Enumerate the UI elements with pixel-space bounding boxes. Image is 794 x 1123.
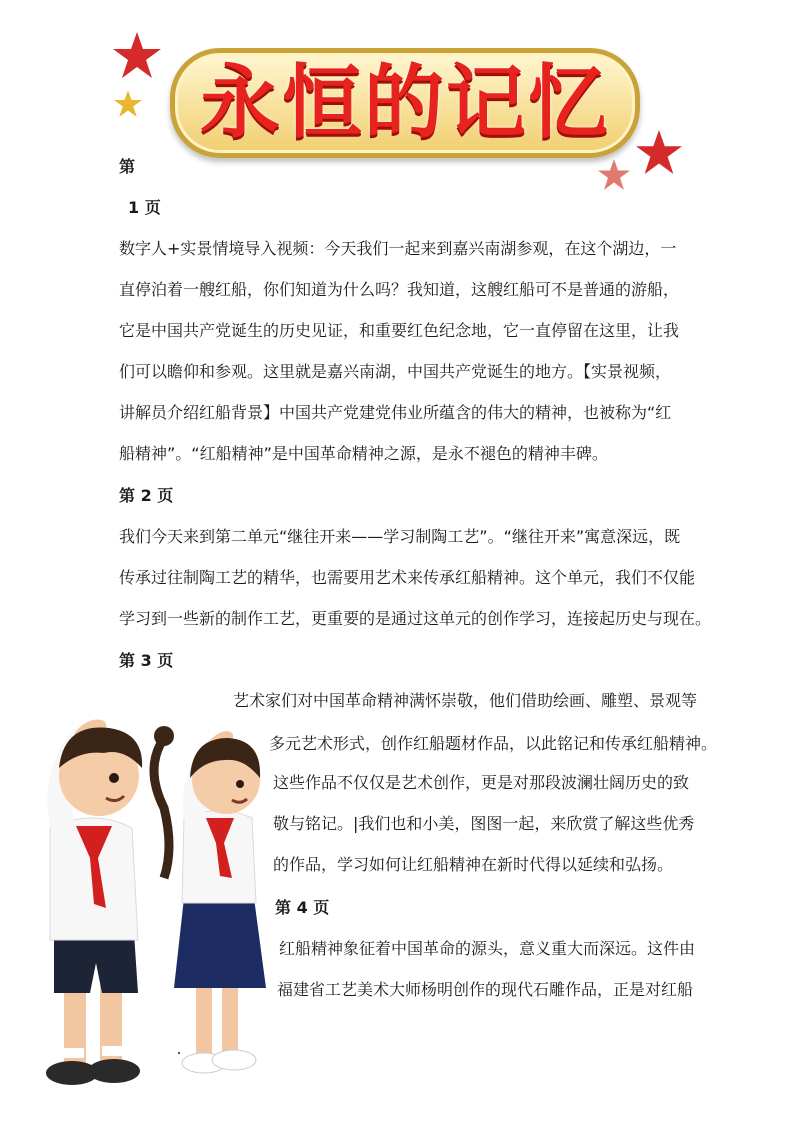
page-heading-1a: 第	[119, 157, 136, 176]
text-line: 艺术家们对中国革命精神满怀崇敬，他们借助绘画、雕塑、景观等	[233, 691, 698, 710]
text-line: 的作品，学习如何让红船精神在新时代得以延续和弘扬。	[273, 855, 674, 874]
text-line: 直停泊着一艘红船，你们知道为什么吗？我知道，这艘红船可不是普通的游船，	[119, 280, 680, 299]
star-icon	[636, 130, 682, 174]
text-line: 我们今天来到第二单元“继往开来——学习制陶工艺”。“继往开来”寓意深远，既	[119, 527, 681, 546]
saluting-children-illustration	[14, 708, 274, 1098]
text-line: 船精神”。“红船精神”是中国革命精神之源，是永不褪色的精神丰碑。	[119, 444, 608, 463]
page-heading-4: 第 4 页	[275, 898, 330, 917]
text-line: 这些作品不仅仅是艺术创作，更是对那段波澜壮阔历史的致	[273, 773, 690, 792]
text-line: 多元艺术形式，创作红船题材作品，以此铭记和传承红船精神。	[269, 734, 718, 753]
page-heading-3: 第 3 页	[119, 651, 174, 670]
page-title: 永恒的记忆	[170, 48, 640, 158]
text-line: 福建省工艺美术大师杨明创作的现代石雕作品，正是对红船	[277, 980, 694, 999]
text-line: 红船精神象征着中国革命的源头，意义重大而深远。这件由	[279, 939, 696, 958]
girl-figure	[154, 726, 266, 1073]
star-icon	[113, 32, 161, 78]
page-heading-1b: 1 页	[128, 198, 161, 217]
text-line: 们可以瞻仰和参观。这里就是嘉兴南湖，中国共产党诞生的地方。【实景视频，	[119, 362, 672, 381]
text-line: 传承过往制陶工艺的精华，也需要用艺术来传承红船精神。这个单元，我们不仅能	[119, 568, 696, 587]
star-icon	[114, 90, 142, 117]
boy-figure	[46, 714, 142, 1085]
text-line: 学习到一些新的制作工艺，更重要的是通过这单元的创作学习，连接起历史与现在。	[119, 609, 712, 628]
stray-dot	[178, 1052, 180, 1054]
text-line: 数字人+实景情境导入视频：今天我们一起来到嘉兴南湖参观，在这个湖边，一	[119, 239, 677, 258]
text-line: 它是中国共产党诞生的历史见证，和重要红色纪念地，它一直停留在这里，让我	[119, 321, 680, 340]
page-heading-2: 第 2 页	[119, 486, 174, 505]
text-line: 敬与铭记。|我们也和小美，图图一起，来欣赏了解这些优秀	[273, 814, 695, 833]
star-icon	[598, 159, 630, 190]
text-line: 讲解员介绍红船背景】中国共产党建党伟业所蕴含的伟大的精神，也被称为“红	[119, 403, 672, 422]
